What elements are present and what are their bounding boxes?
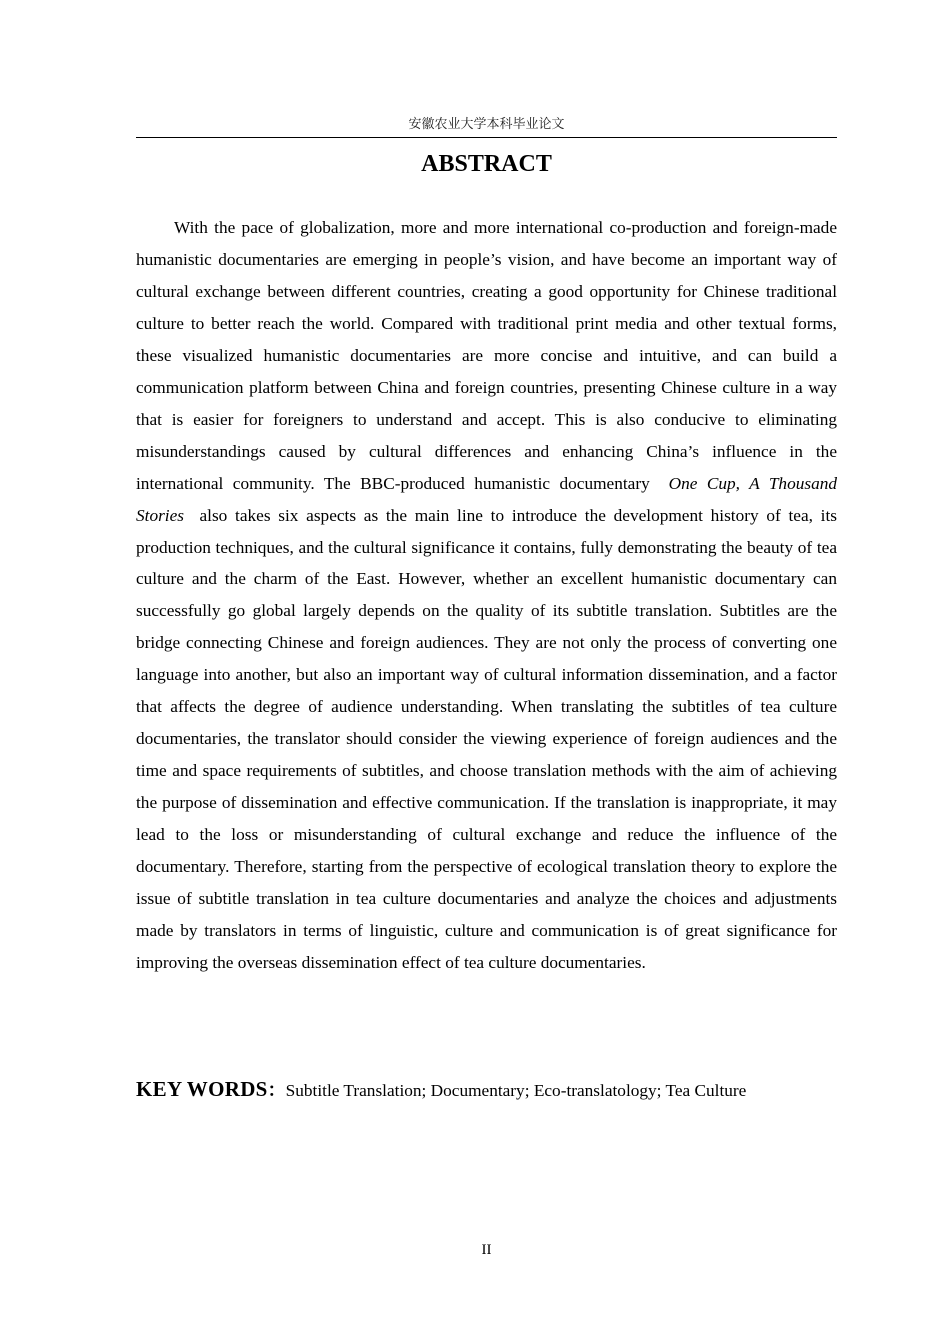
- abstract-title: ABSTRACT: [421, 151, 552, 177]
- abstract-text-part-2: also takes six aspects as the main line to introduce the development history of tea, its production techniques, and the cultural significance it contains, fully demonstrating the beauty of tea culture and the charm of the East. However, whether an excellent humanistic documentary can successfully go global largely depends on the quality of its subtitle translation. Subtitles are the bridge connecting Chinese and foreign audiences. They are not only the process of converting one language into another, but also an important way of cultural information dissemination, and a factor that affects the degree of audience understanding. When translating the subtitles of tea culture documentaries, the translator should consider the viewing experience of foreign audiences and the time and space requirements of subtitles, and choose translation methods with the aim of achieving the purpose of dissemination and effective communication. If the translation is inappropriate, it may lead to the loss or misunderstanding of cultural exchange and reduce the influence of the documentary. Therefore, starting from the perspective of ecological translation theory to explore the issue of subtitle translation in tea culture documentaries and analyze the choices and adjustments made by translators in terms of linguistic, culture and communication is of great significance for improving the overseas dissemination effect of tea culture documentaries.: [136, 505, 837, 972]
- keywords-line: [136, 1073, 856, 1108]
- keywords-colon: ：: [267, 1080, 286, 1101]
- running-header: 安徽农业大学本科毕业论文: [408, 117, 565, 132]
- keywords-list: Subtitle Translation; Documentary; Eco-translatology; Tea Culture: [285, 1081, 747, 1100]
- header-rule: [136, 137, 837, 138]
- document-page: [136, 0, 837, 1344]
- abstract-text-part-1: With the pace of globalization, more and more international co-production and foreign-made humanistic documentaries are emerging in people’s vision, and have become an important way of cultural exchange between different countries, creating a good opportunity for Chinese traditional culture to better reach the world. Compared with traditional print media and other textual forms, these visualized humanistic documentaries are more concise and intuitive, and can build a communication platform between China and foreign countries, presenting Chinese culture in a way that is easier for foreigners to understand and accept. This is also conducive to eliminating misunderstandings caused by cultural differences and enhancing China’s influence in the international community. The BBC-produced humanistic documentary: [136, 218, 837, 493]
- keywords-label: KEY WORDS: [136, 1077, 268, 1101]
- documentary-title: One Cup, A Thousand Stories: [136, 473, 837, 525]
- page-number: II: [481, 1242, 492, 1258]
- abstract-body: [136, 212, 837, 979]
